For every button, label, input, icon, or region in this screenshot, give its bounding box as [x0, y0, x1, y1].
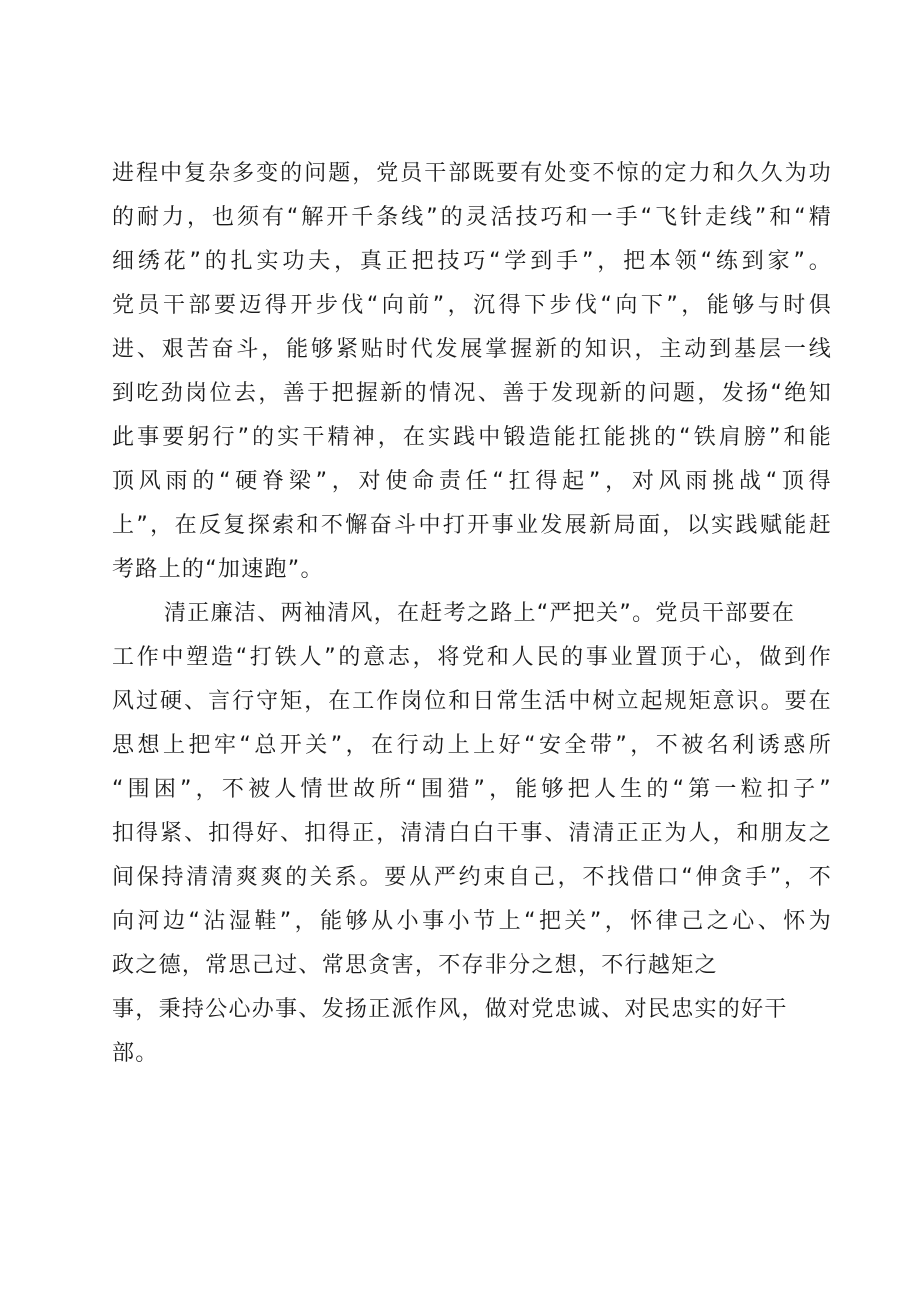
text-line: 扣得紧、扣得好、扣得正，清清白白干事、清清正正为人，和朋友之 [112, 821, 832, 846]
text-line: 部。 [112, 1041, 159, 1066]
text-line: 间保持清清爽爽的关系。要从严约束自己，不找借口“伸贪手”，不 [112, 865, 832, 890]
text-line: 事，秉持公心办事、发扬正派作风，做对党忠诚、对民忠实的好干 [112, 997, 788, 1022]
text-line: 到吃劲岗位去，善于把握新的情况、善于发现新的问题，发扬“绝知 [112, 381, 832, 406]
paragraph-first-line: 清正廉洁、两袖清风，在赶考之路上“严把关”。党员干部要在 [164, 601, 796, 626]
text-line: 上”，在反复探索和不懈奋斗中打开事业发展新局面，以实践赋能赶 [112, 513, 832, 538]
text-line: 工作中塑造“打铁人”的意志，将党和人民的事业置顶于心，做到作 [112, 645, 832, 670]
text-line: 考路上的“加速跑”。 [112, 557, 324, 582]
body-text [112, 152, 832, 1076]
text-line: 细绣花”的扎实功夫，真正把技巧“学到手”，把本领“练到家”。 [112, 249, 832, 274]
text-line: 顶风雨的“硬脊梁”，对使命责任“扛得起”，对风雨挑战“顶得 [112, 469, 832, 494]
text-line: 此事要躬行”的实干精神，在实践中锻造能扛能挑的“铁肩膀”和能 [112, 425, 832, 450]
text-line: 党员干部要迈得开步伐“向前”，沉得下步伐“向下”，能够与时俱 [112, 293, 832, 318]
text-line: 风过硬、言行守矩，在工作岗位和日常生活中树立起规矩意识。要在 [112, 689, 832, 714]
text-line: 进程中复杂多变的问题，党员干部既要有处变不惊的定力和久久为功 [112, 161, 832, 186]
text-line: 思想上把牢“总开关”，在行动上上好“安全带”，不被名利诱惑所 [112, 733, 832, 758]
text-line: 的耐力，也须有“解开千条线”的灵活技巧和一手“飞针走线”和“精 [112, 205, 832, 230]
text-line: 向河边“沾湿鞋”，能够从小事小节上“把关”，怀律己之心、怀为 [112, 909, 832, 934]
text-line: 进、艰苦奋斗，能够紧贴时代发展掌握新的知识，主动到基层一线 [112, 337, 832, 362]
text-line: “围困”，不被人情世故所“围猎”，能够把人生的“第一粒扣子” [112, 777, 832, 802]
text-line: 政之德，常思己过、常思贪害，不存非分之想，不行越矩之 [112, 953, 718, 978]
